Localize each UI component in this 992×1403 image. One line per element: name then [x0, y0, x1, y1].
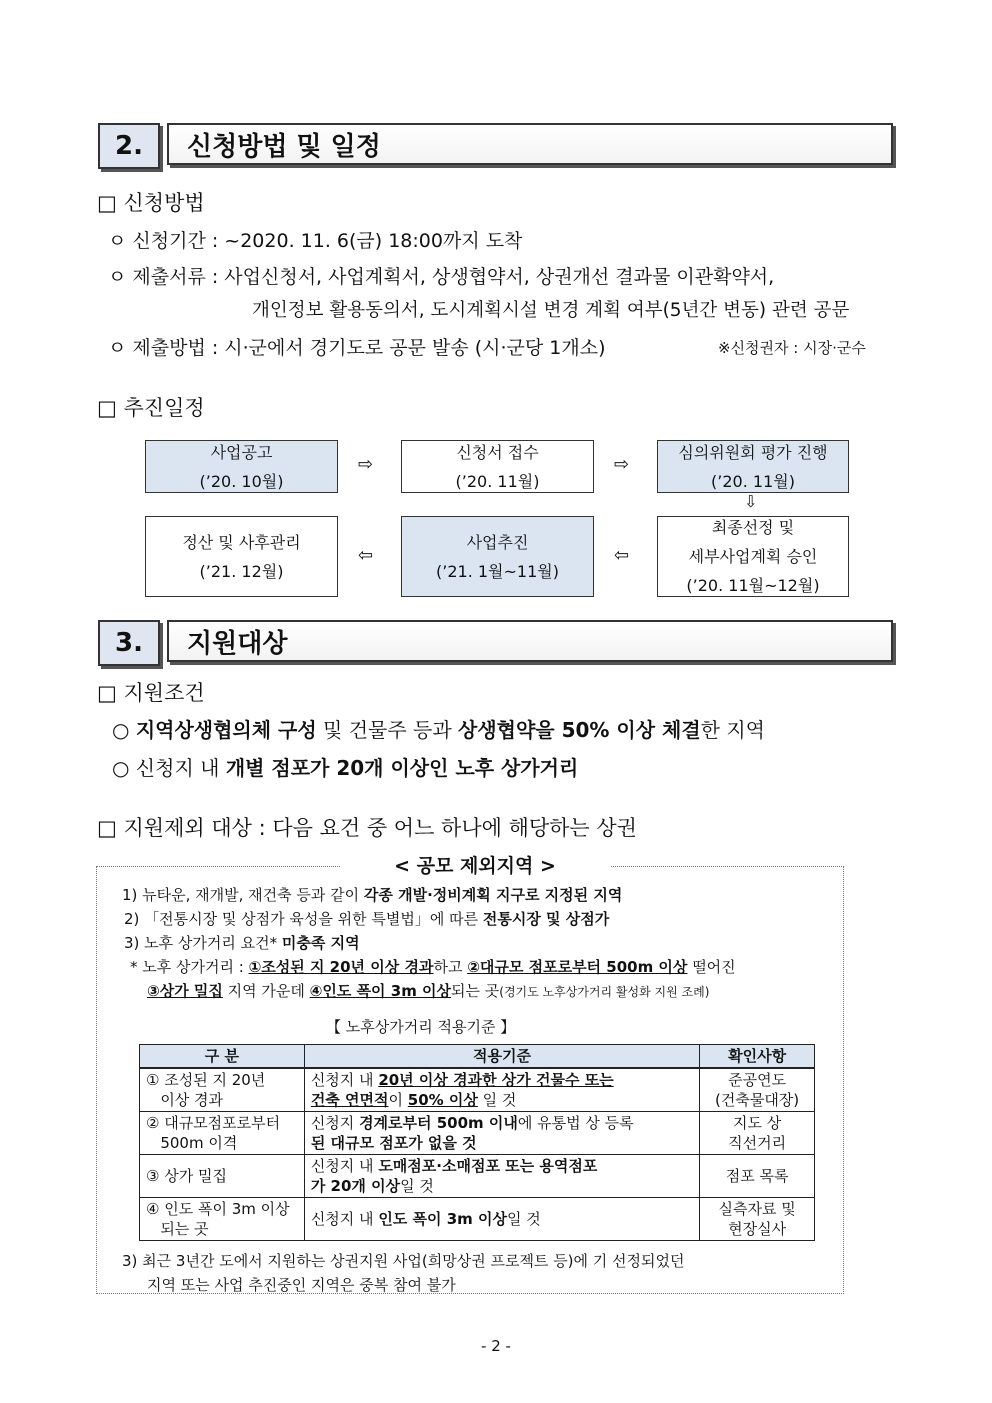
step-label: 신청서 접수	[456, 442, 539, 462]
step-date: (’21. 12월)	[199, 561, 284, 581]
table-cell: 점포 목록	[700, 1155, 815, 1198]
exclusion-box-title: < 공모 제외지역 >	[340, 851, 610, 878]
apply-documents-cont: 개인정보 활용동의서, 도시계획시설 변경 계획 여부(5년간 변동) 관련 공문	[252, 300, 850, 321]
table-row	[140, 1198, 815, 1241]
condition-heading: □ 지원조건	[97, 681, 205, 705]
exclusion-note-1: * 노후 상가거리 : ①조성된 지 20년 이상 경과하고 ②대규모 점포로부터 500m 이상 떨어진	[130, 958, 736, 976]
step-final-selection	[657, 516, 849, 597]
apply-period: ㅇ 신청기간 : ~2020. 11. 6(금) 18:00까지 도착	[108, 230, 523, 252]
schedule-heading: □ 추진일정	[97, 396, 205, 420]
table-cell: 신청지 내 인도 폭이 3m 이상일 것	[304, 1198, 699, 1241]
exclusion-note-2: ③상가 밀집 지역 가운데 ④인도 폭이 3m 이상되는 곳(경기도 노후상가거리 활성화 지원 조례)	[147, 982, 710, 1000]
step-label: 정산 및 사후관리	[182, 532, 301, 552]
step-label-2: 세부사업계획 승인	[688, 547, 818, 566]
condition-1: ○ 지역상생협의체 구성 및 건물주 등과 상생협약을 50% 이상 체결한 지역	[112, 718, 765, 742]
table-cell: 신청지 내 도매점포·소매점포 또는 용역점포 가 20개 이상일 것	[304, 1155, 699, 1198]
table-cell: 준공연도 (건축물대장)	[700, 1068, 815, 1112]
step-date: (’20. 11월)	[455, 471, 540, 491]
step-date: (’20. 11월~12월)	[686, 576, 820, 595]
step-date: (’20. 10월)	[199, 471, 284, 491]
step-application	[401, 440, 594, 493]
apply-heading: □ 신청방법	[97, 191, 205, 215]
arrow-left-icon: ⇦	[614, 545, 630, 566]
exclusion-item-4: 3) 최근 3년간 도에서 지원하는 상권지원 사업(희망상권 프로젝트 등)에 기 선정되었던	[122, 1252, 685, 1270]
criteria-table	[139, 1044, 815, 1241]
step-date: (’20. 11월)	[711, 471, 795, 491]
condition-2: ○ 신청지 내 개별 점포가 20개 이상인 노후 상가거리	[112, 756, 579, 780]
step-announcement	[145, 440, 338, 493]
section-title: 신청방법 및 일정	[167, 123, 893, 165]
exclusion-item-3: 3) 노후 상가거리 요건* 미충족 지역	[124, 934, 360, 952]
arrow-down-icon: ⇩	[744, 492, 758, 511]
exclusion-heading: □ 지원제외 대상 : 다음 요건 중 어느 하나에 해당하는 상권	[97, 816, 637, 840]
table-cell: 신청지 내 20년 이상 경과한 상가 건물수 또는 건축 연면적이 50% 이상 일 것	[304, 1068, 699, 1112]
step-settlement	[145, 516, 338, 597]
section-number: 3.	[98, 620, 160, 666]
table-cell: ④ 인도 폭이 3m 이상 되는 곳	[140, 1198, 305, 1241]
apply-method: ㅇ 제출방법 : 시·군에서 경기도로 공문 발송 (시·군당 1개소)	[108, 337, 606, 359]
arrow-right-icon: ⇨	[614, 454, 630, 475]
table-row	[140, 1155, 815, 1198]
arrow-left-icon: ⇦	[358, 545, 374, 566]
step-execution	[401, 516, 594, 597]
table-cell: 신청지 경계로부터 500m 이내에 유통법 상 등록 된 대규모 점포가 없을 것	[304, 1112, 699, 1155]
criteria-table-title: 【 노후상가거리 적용기준 】	[326, 1018, 516, 1036]
step-evaluation	[657, 440, 849, 493]
table-cell: ② 대규모점포로부터 500m 이격	[140, 1112, 305, 1155]
step-label: 사업공고	[210, 442, 273, 462]
table-cell: 지도 상 직선거리	[700, 1112, 815, 1155]
table-row	[140, 1068, 815, 1112]
step-date: (’21. 1월~11월)	[436, 561, 559, 581]
arrow-right-icon: ⇨	[358, 454, 374, 475]
exclusion-item-4-cont: 지역 또는 사업 추진중인 지역은 중복 참여 불가	[147, 1276, 456, 1294]
section-number: 2.	[98, 123, 160, 169]
table-row	[140, 1112, 815, 1155]
apply-note: ※신청권자 : 시장·군수	[718, 339, 866, 357]
page-number: - 2 -	[481, 1337, 511, 1355]
table-cell: 실측자료 및 현장실사	[700, 1198, 815, 1241]
table-header: 구 분	[140, 1045, 305, 1069]
table-header: 적용기준	[304, 1045, 699, 1069]
apply-documents: ㅇ 제출서류 : 사업신청서, 사업계획서, 상생협약서, 상권개선 결과물 이관확약서,	[108, 266, 775, 288]
step-label: 최종선정 및	[711, 518, 795, 537]
step-label: 사업추진	[466, 532, 529, 552]
table-cell: ③ 상가 밀집	[140, 1155, 305, 1198]
table-header: 확인사항	[700, 1045, 815, 1069]
section-title: 지원대상	[167, 620, 893, 662]
table-cell: ① 조성된 지 20년 이상 경과	[140, 1068, 305, 1112]
exclusion-item-1: 1) 뉴타운, 재개발, 재건축 등과 같이 각종 개발·정비계획 지구로 지정된 지역	[122, 886, 623, 904]
table-header-row	[140, 1045, 815, 1069]
step-label: 심의위원회 평가 진행	[678, 442, 828, 462]
exclusion-item-2: 2) 「전통시장 및 상점가 육성을 위한 특별법」에 따른 전통시장 및 상점가	[124, 910, 610, 928]
